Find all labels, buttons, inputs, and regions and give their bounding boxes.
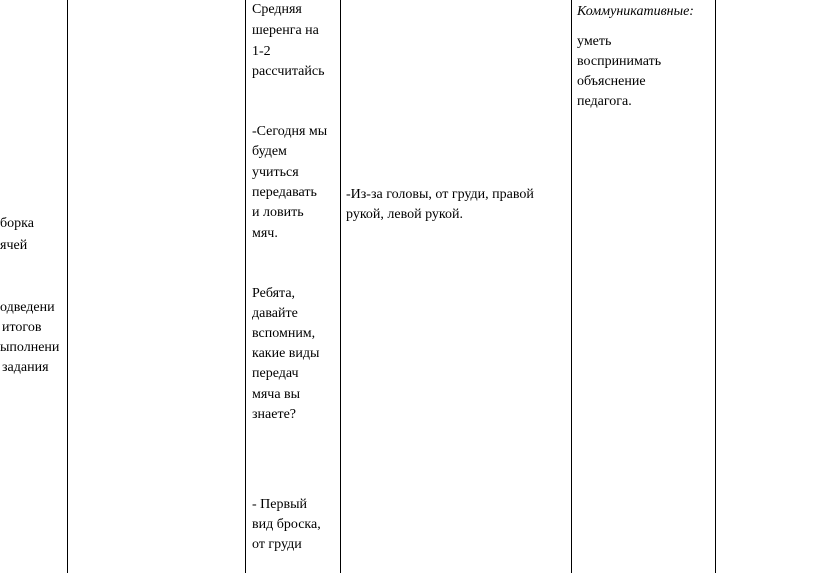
empty-cell	[716, 0, 816, 573]
stage-text-line: ыполнени	[0, 340, 60, 355]
stage-text-line: задания	[2, 360, 49, 375]
teacher-text-line: шеренга на	[252, 23, 319, 38]
skills-heading: Коммуникативные:	[577, 4, 694, 19]
stage-text-line: ячей	[0, 238, 28, 253]
stage-text-line: одведени	[0, 300, 55, 315]
skills-text-line: уметь	[577, 34, 612, 49]
student-text-line: рукой, левой рукой.	[346, 207, 464, 222]
skills-text-line: педагога.	[577, 94, 632, 109]
stage-text-line: борка	[0, 216, 34, 231]
teacher-text-line: 1-2	[252, 44, 271, 59]
teacher-text-line: какие виды	[252, 346, 320, 361]
skills-text-line: объяснение	[577, 74, 646, 89]
empty-cell	[68, 0, 245, 573]
teacher-text-line: знаете?	[252, 407, 296, 422]
teacher-text-line: будем	[252, 144, 287, 159]
skills-cell	[577, 0, 715, 573]
teacher-text-line: от груди	[252, 537, 302, 552]
teacher-activity-cell	[252, 0, 342, 573]
teacher-text-line: и ловить	[252, 205, 304, 220]
teacher-text-line: -Сегодня мы	[252, 124, 328, 139]
stage-text-line: итогов	[2, 320, 42, 335]
teacher-text-line: вид броска,	[252, 517, 321, 532]
student-text-line: -Из-за головы, от груди, правой	[346, 187, 534, 202]
teacher-text-line: передавать	[252, 185, 317, 200]
teacher-text-line: мяча вы	[252, 387, 301, 402]
student-activity-cell	[346, 0, 571, 573]
column-divider-2	[245, 0, 246, 573]
teacher-text-line: давайте	[252, 306, 298, 321]
teacher-text-line: передач	[252, 366, 299, 381]
teacher-text-line: рассчитайсь	[252, 64, 325, 79]
teacher-text-line: учиться	[252, 165, 299, 180]
teacher-text-line: мяч.	[252, 226, 278, 241]
teacher-text-line: - Первый	[252, 497, 307, 512]
teacher-text-line: Средняя	[252, 2, 302, 17]
column-divider-4	[571, 0, 572, 573]
stage-cell	[0, 0, 67, 573]
teacher-text-line: Ребята,	[252, 286, 296, 301]
teacher-text-line: вспомним,	[252, 326, 316, 341]
skills-text-line: воспринимать	[577, 54, 662, 69]
